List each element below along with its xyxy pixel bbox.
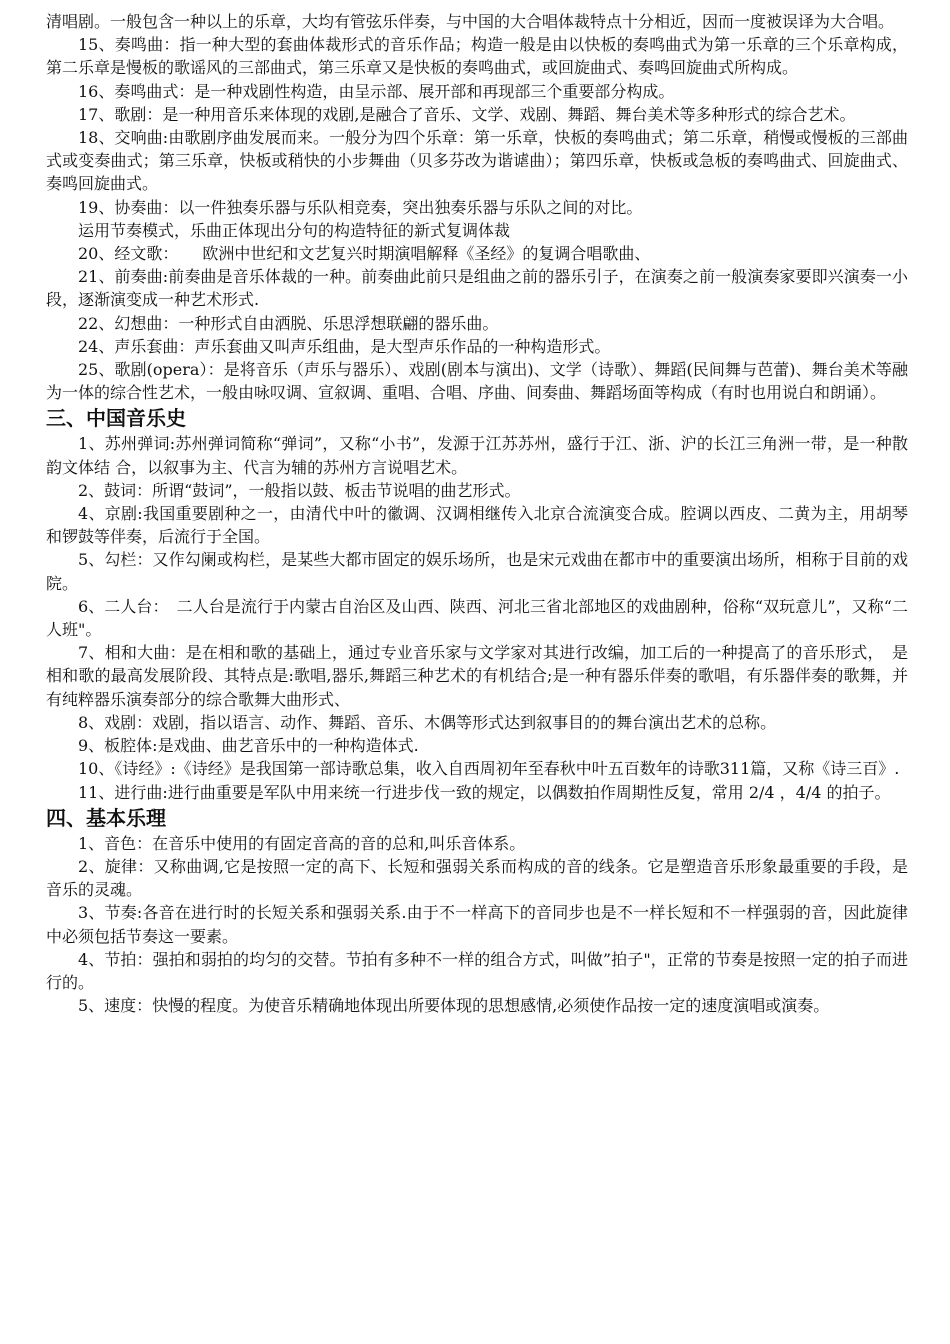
paragraph-item-4: 4、节拍：强拍和弱拍的均匀的交替。节拍有多种不一样的组合方式，叫做”拍子"，正常的节奏是按照一定的拍子而进行的。 <box>46 949 908 992</box>
paragraph-item-8: 8、戏剧：戏剧，指以语言、动作、舞蹈、音乐、木偶等形式达到叙事目的的舞台演出艺术的总称。 <box>78 712 777 732</box>
paragraph-item-2: 2、鼓词：所谓“鼓词”，一般指以鼓、板击节说唱的曲艺形式。 <box>78 480 521 500</box>
paragraph-item-18: 18、交响曲:由歌剧序曲发展而来。一般分为四个乐章：第一乐章，快板的奏鸣曲式；第二乐章，稍慢或慢板的三部曲式或变奏曲式；第三乐章，快板或稍快的小步舞曲（贝多芬改为谐谑曲）；第四乐章，快板或急板的奏鸣曲式、回旋曲式、奏鸣回旋曲式。 <box>46 128 908 194</box>
paragraph-item-10: 10、《诗经》:《诗经》是我国第一部诗歌总集，收入自西周初年至春秋中叶五百数年的诗歌311篇，又称《诗三百》. <box>78 759 900 779</box>
paragraph-item-5: 5、速度：快慢的程度。为使音乐精确地体现出所要体现的思想感情,必须使作品按一定的速度演唱或演奏。 <box>78 996 830 1016</box>
section-heading-basic-music-theory: 四、基本乐理 <box>46 805 166 830</box>
paragraph-item-6: 6、二人台： 二人台是流行于内蒙古自治区及山西、陕西、河北三省北部地区的戏曲剧种，俗称“双玩意儿”，又称“二人班"。 <box>46 596 908 640</box>
section-heading-chinese-music-history: 三、中国音乐史 <box>46 406 186 431</box>
paragraph-item-15: 15、奏鸣曲：指一种大型的套曲体裁形式的音乐作品；构造一般是由以快板的奏鸣曲式为第一乐章的三个乐章构成，第二乐章是慢板的歌谣风的三部曲式，第三乐章又是快板的奏鸣曲式，或回旋曲式、奏鸣回旋曲式所构成。 <box>46 35 908 78</box>
paragraph-note: 运用节奏模式，乐曲正体现出分句的构造特征的新式复调体裁 <box>78 220 511 240</box>
paragraph-item-1: 1、音色：在音乐中使用的有固定音高的音的总和,叫乐音体系。 <box>78 833 526 853</box>
paragraph-item-5: 5、勾栏：又作勾阑或构栏，是某些大都市固定的娱乐场所，也是宋元戏曲在都市中的重要演出场所，相称于目前的戏院。 <box>46 550 908 593</box>
paragraph-item-3: 3、节奏:各音在进行时的长短关系和强弱关系.由于不一样高下的音同步也是不一样长短和不一样强弱的音，因此旋律中必须包括节奏这一要素。 <box>46 903 908 946</box>
paragraph-item-19: 19、协奏曲：以一件独奏乐器与乐队相竞奏，突出独奏乐器与乐队之间的对比。 <box>78 197 643 217</box>
paragraph-item-9: 9、板腔体:是戏曲、曲艺音乐中的一种构造体式. <box>78 736 419 756</box>
paragraph-item-16: 16、奏鸣曲式：是一种戏剧性构造，由呈示部、展开部和再现部三个重要部分构成。 <box>78 81 675 101</box>
paragraph-item-1: 1、苏州弹词:苏州弹词简称“弹词”，又称“小书”，发源于江苏苏州，盛行于江、浙、沪的长江三角洲一带，是一种散韵文体结 合，以叙事为主、代言为辅的苏州方言说唱艺术。 <box>46 434 908 477</box>
paragraph-item-2: 2、旋律：又称曲调,它是按照一定的高下、长短和强弱关系而构成的音的线条。它是塑造音乐形象最重要的手段，是音乐的灵魂。 <box>46 856 908 900</box>
paragraph-item-21: 21、前奏曲:前奏曲是音乐体裁的一种。前奏曲此前只是组曲之前的器乐引子，在演奏之前一般演奏家要即兴演奏一小段，逐渐演变成一种艺术形式. <box>46 267 908 310</box>
paragraph-item-20: 20、经文歌： 欧洲中世纪和文艺复兴时期演唱解释《圣经》的复调合唱歌曲、 <box>78 244 651 264</box>
paragraph-item-25: 25、歌剧(opera）：是将音乐（声乐与器乐）、戏剧(剧本与演出)、文学（诗歌）、舞蹈(民间舞与芭蕾)、舞台美术等融为一体的综合性艺术，一般由咏叹调、宣叙调、重唱、合唱、序曲、间奏曲、舞蹈场面等构成（有时也用说白和朗诵）。 <box>46 360 908 403</box>
paragraph-continuation: 清唱剧。一般包含一种以上的乐章，大均有管弦乐伴奏，与中国的大合唱体裁特点十分相近，因而一度被误译为大合唱。 <box>46 12 895 31</box>
document-page <box>46 10 908 1017</box>
paragraph-item-24: 24、声乐套曲：声乐套曲又叫声乐组曲，是大型声乐作品的一种构造形式。 <box>78 336 611 356</box>
paragraph-item-17: 17、歌剧：是一种用音乐来体现的戏剧,是融合了音乐、文学、戏剧、舞蹈、舞台美术等多种形式的综合艺术。 <box>78 104 856 124</box>
paragraph-item-7: 7、相和大曲：是在相和歌的基础上，通过专业音乐家与文学家对其进行改编，加工后的一种提高了的音乐形式， 是相和歌的最高发展阶段、其特点是:歌唱,器乐,舞蹈三种艺术的有机结合;是一种有器乐伴奏的歌唱，有乐器伴奏的歌舞，并有纯粹器乐演奏部分的综合歌舞大曲形式、 <box>46 643 908 709</box>
paragraph-item-4: 4、京剧:我国重要剧种之一，由清代中叶的徽调、汉调相继传入北京合流演变合成。腔调以西皮、二黄为主，用胡琴和锣鼓等伴奏，后流行于全国。 <box>46 504 908 547</box>
paragraph-item-22: 22、幻想曲：一种形式自由洒脱、乐思浮想联翩的器乐曲。 <box>78 313 499 333</box>
paragraph-item-11: 11、进行曲:进行曲重要是军队中用来统一行进步伐一致的规定，以偶数拍作周期性反复，常用 2/4 ，4/4 的拍子。 <box>78 782 891 802</box>
